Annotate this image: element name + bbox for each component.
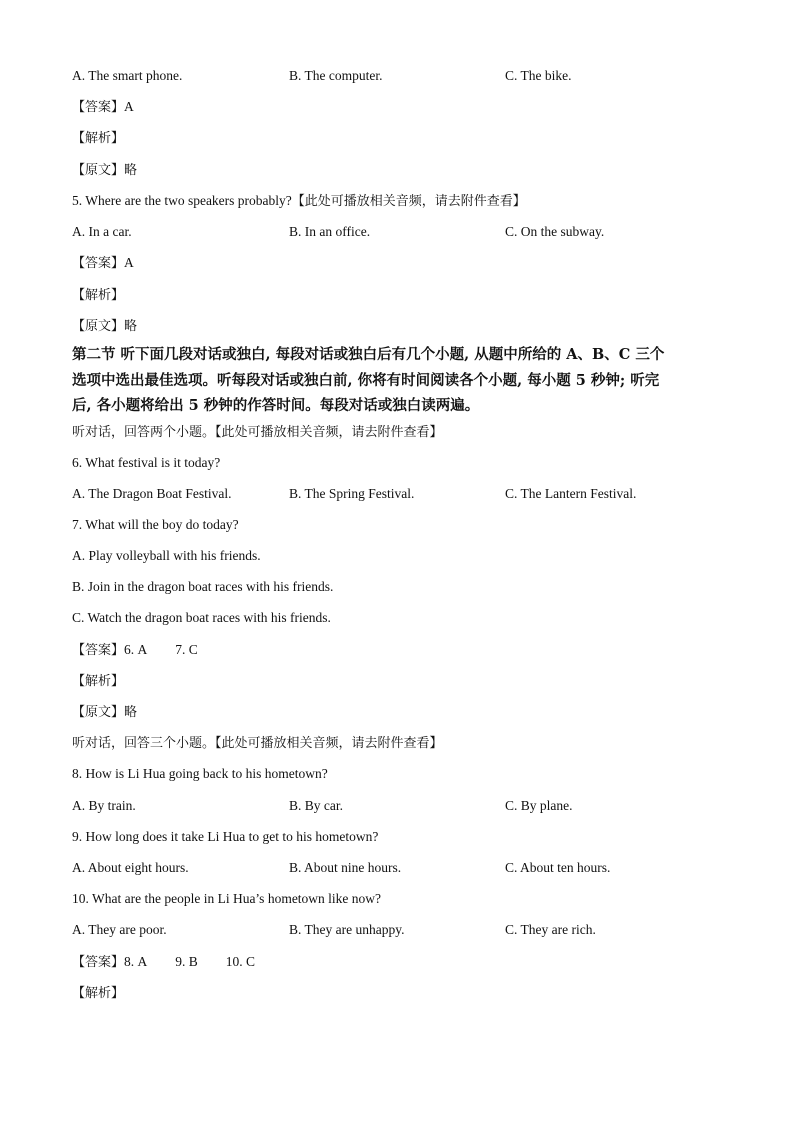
q4-answer	[72, 98, 134, 117]
section2-line-2: 选项中选出最佳选项。听每段对话或独白前, 你将有时间阅读各个小题, 每小题 5 秒钟; 听完	[72, 371, 660, 389]
dialog2-instruction	[72, 734, 443, 753]
q9-option-b: B. About nine hours.	[289, 860, 402, 875]
q9-question: 9. How long does it take Li Hua to get to his hometown?	[72, 829, 379, 844]
q5-question-text: 5. Where are the two speakers probably?	[72, 193, 292, 208]
dialog1-answer	[72, 641, 198, 660]
q10-option-b: B. They are unhappy.	[289, 922, 405, 937]
q8-option-b: B. By car.	[289, 798, 343, 813]
answer-label: 【答案】	[72, 955, 125, 970]
answer-7: 7. C	[175, 642, 198, 657]
instruction-text: 听对话，回答三个小题。	[72, 736, 216, 751]
audio-note: 【此处可播放相关音频，请去附件查看】	[215, 425, 443, 440]
q10-question: 10. What are the people in Li Hua’s hometown like now?	[72, 891, 382, 906]
q5-option-b: B. In an office.	[289, 224, 371, 239]
q7-option-a: A. Play volleyball with his friends.	[72, 548, 261, 563]
original-label: 【原文】	[72, 319, 125, 334]
dialog1-analysis	[72, 672, 124, 691]
q6-option-b: B. The Spring Festival.	[289, 486, 415, 501]
q4-analysis	[72, 129, 124, 148]
q4-option-b: B. The computer.	[289, 68, 383, 83]
q4-option-c: C. The bike.	[505, 68, 572, 83]
dialog2-answer	[72, 953, 255, 972]
q10-option-c: C. They are rich.	[505, 922, 596, 937]
q9-option-a: A. About eight hours.	[72, 860, 189, 875]
dialog1-instruction	[72, 423, 443, 442]
q5-answer	[72, 254, 134, 273]
dialog2-analysis	[72, 984, 124, 1003]
answer-label: 【答案】	[72, 100, 125, 115]
original-value: 略	[124, 163, 138, 178]
q5-option-c: C. On the subway.	[505, 224, 605, 239]
answer-6: 6. A	[124, 642, 148, 657]
original-label: 【原文】	[72, 705, 125, 720]
q8-option-c: C. By plane.	[505, 798, 573, 813]
q8-question: 8. How is Li Hua going back to his hometown?	[72, 766, 328, 781]
section2-instructions	[72, 342, 732, 419]
q6-option-c: C. The Lantern Festival.	[505, 486, 637, 501]
section2-line-1: 第二节 听下面几段对话或独白, 每段对话或独白后有几个小题, 从题中所给的 A、B、C 三个	[72, 346, 665, 363]
section2-line-3: 后, 各小题将给出 5 秒钟的作答时间。每段对话或独白读两遍。	[72, 397, 480, 414]
analysis-label: 【解析】	[72, 288, 125, 303]
q10-option-a: A. They are poor.	[72, 922, 167, 937]
audio-note: 【此处可播放相关音频，请去附件查看】	[291, 194, 526, 209]
answer-value: A	[124, 255, 134, 270]
q7-question: 7. What will the boy do today?	[72, 517, 239, 532]
original-value: 略	[124, 705, 138, 720]
answer-8: 8. A	[124, 954, 148, 969]
q5-analysis	[72, 286, 124, 305]
answer-label: 【答案】	[72, 256, 125, 271]
q7-option-b: B. Join in the dragon boat races with his friends.	[72, 579, 334, 594]
analysis-label: 【解析】	[72, 986, 125, 1001]
q6-option-a: A. The Dragon Boat Festival.	[72, 486, 232, 501]
answer-value: A	[124, 99, 134, 114]
analysis-label: 【解析】	[72, 674, 125, 689]
q4-original	[72, 161, 137, 180]
q5-option-a: A. In a car.	[72, 224, 132, 239]
answer-9: 9. B	[175, 954, 198, 969]
original-value: 略	[124, 319, 138, 334]
q4-option-a: A. The smart phone.	[72, 68, 183, 83]
audio-note: 【此处可播放相关音频，请去附件查看】	[215, 736, 443, 751]
q9-option-c: C. About ten hours.	[505, 860, 611, 875]
q6-question: 6. What festival is it today?	[72, 455, 221, 470]
analysis-label: 【解析】	[72, 131, 125, 146]
dialog1-original	[72, 703, 137, 722]
q8-option-a: A. By train.	[72, 798, 136, 813]
q7-option-c: C. Watch the dragon boat races with his friends.	[72, 610, 331, 625]
q5-question	[72, 192, 526, 211]
instruction-text: 听对话，回答两个小题。	[72, 425, 216, 440]
answer-10: 10. C	[225, 954, 256, 969]
original-label: 【原文】	[72, 163, 125, 178]
answer-label: 【答案】	[72, 643, 125, 658]
q5-original	[72, 317, 137, 336]
